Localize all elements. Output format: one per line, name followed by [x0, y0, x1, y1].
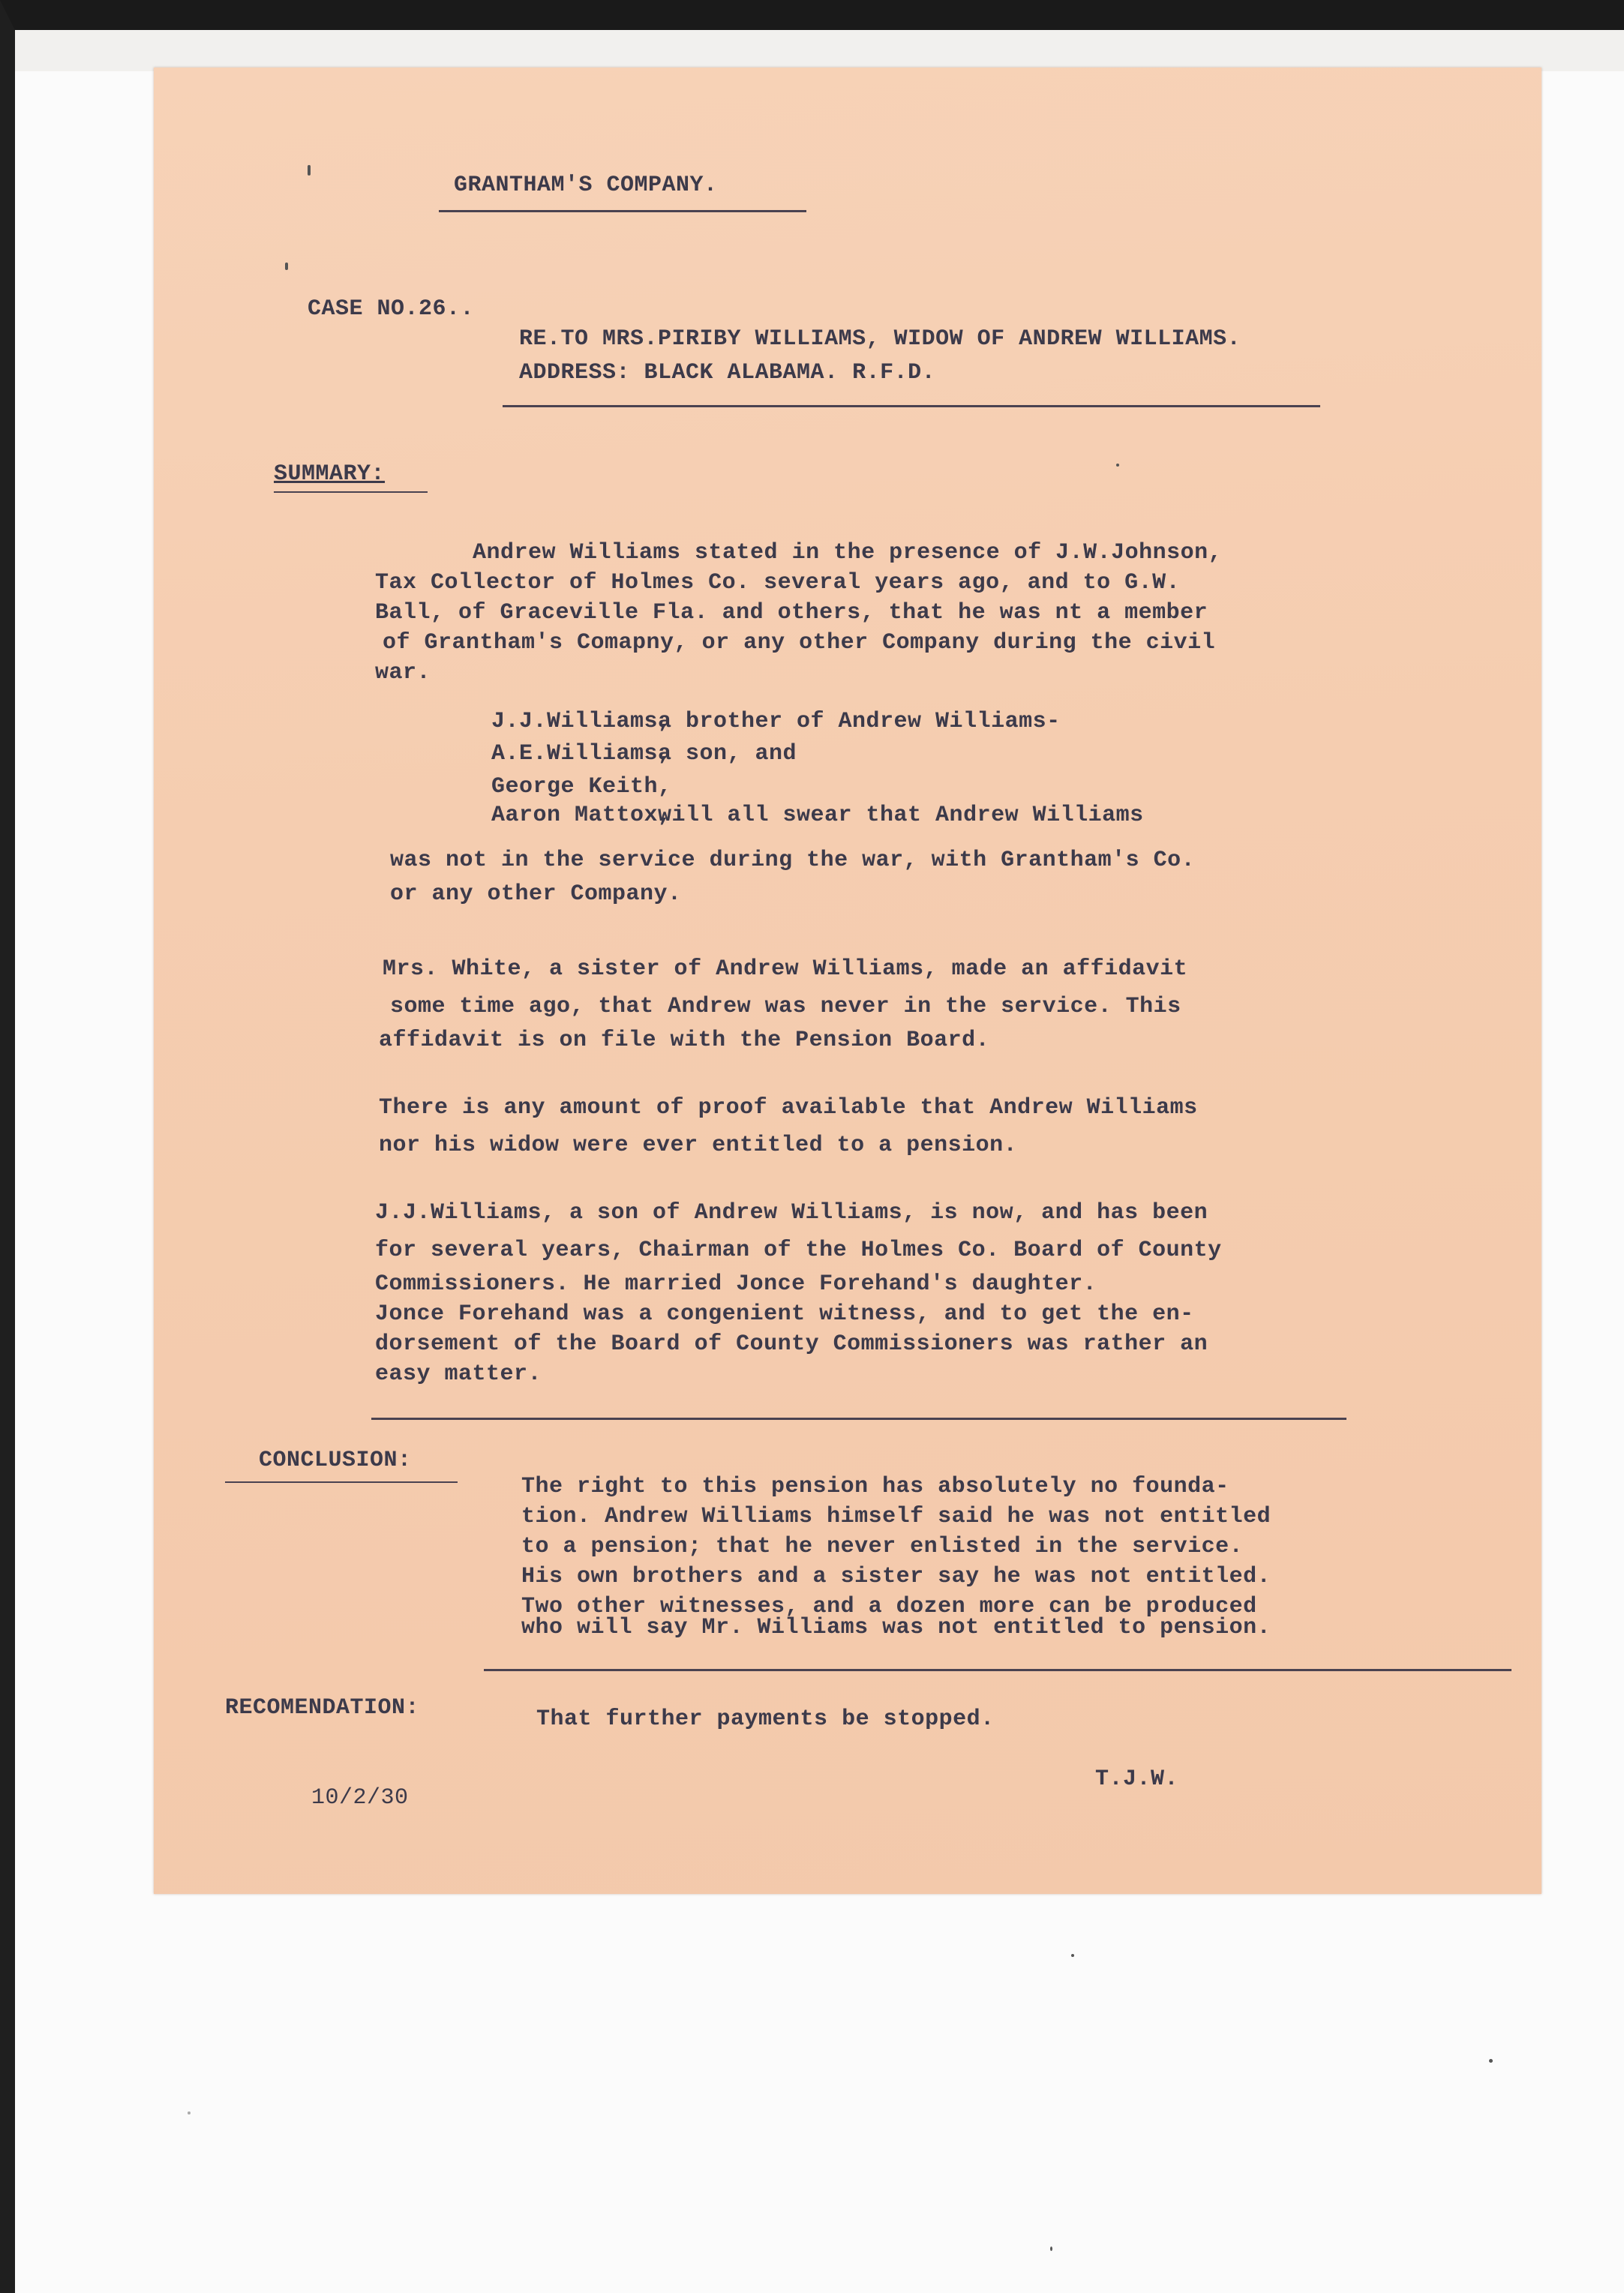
summary-label: SUMMARY: [274, 461, 386, 487]
conclusion-line: to a pension; that he never enlisted in the service. [521, 1534, 1244, 1559]
case-number: CASE NO.26.. [308, 296, 475, 322]
conclusion-line: His own brothers and a sister say he was not entitled. [521, 1564, 1271, 1589]
conclusion-line: The right to this pension has absolutely no founda- [521, 1474, 1229, 1499]
conclusion-underline [225, 1481, 458, 1483]
witness-desc: a son, and [658, 741, 797, 767]
case-underline [503, 405, 1320, 407]
document-heading: GRANTHAM'S COMPANY. [454, 173, 718, 198]
address-line: ADDRESS: BLACK ALABAMA. R.F.D. [519, 360, 936, 386]
summary-line: nor his widow were ever entitled to a pension. [379, 1133, 1018, 1158]
summary-line: There is any amount of proof available that Andrew Williams [379, 1095, 1198, 1121]
scanner-strip [15, 30, 1624, 71]
summary-line: Andrew Williams stated in the presence of J.W.Johnson, [473, 540, 1223, 566]
conclusion-line: Two other witnesses, and a dozen more can be produced [521, 1594, 1257, 1619]
speck [285, 263, 288, 270]
recommendation-label: RECOMENDATION: [225, 1695, 420, 1721]
summary-line: was not in the service during the war, with Grantham's Co. [390, 848, 1196, 873]
witness-name: Aaron Mattox, [491, 803, 672, 828]
summary-line: easy matter. [375, 1361, 542, 1387]
conclusion-line: who will say Mr. Williams was not entitled to pension. [521, 1615, 1271, 1640]
speck [1071, 1954, 1074, 1957]
summary-line: some time ago, that Andrew was never in the service. This [390, 994, 1181, 1019]
summary-line: or any other Company. [390, 881, 682, 907]
speck [1116, 464, 1119, 467]
witness-desc: a brother of Andrew Williams- [658, 709, 1061, 734]
summary-line: J.J.Williams, a son of Andrew Williams, is now, and has been [375, 1200, 1208, 1226]
summary-line: dorsement of the Board of County Commissioners was rather an [375, 1331, 1208, 1357]
conclusion-line: tion. Andrew Williams himself said he was not entitled [521, 1504, 1271, 1529]
witness-name: J.J.Williams, [491, 709, 672, 734]
summary-underline [274, 491, 428, 493]
witness-name: George Keith, [491, 774, 672, 800]
witness-desc: will all swear that Andrew Williams [658, 803, 1144, 828]
summary-line: Mrs. White, a sister of Andrew Williams, made an affidavit [383, 956, 1188, 982]
conclusion-label: CONCLUSION: [259, 1448, 412, 1473]
document-date: 10/2/30 [311, 1785, 409, 1811]
author-initials: T.J.W. [1095, 1766, 1179, 1792]
conclusion-end-rule [484, 1669, 1511, 1671]
speck [1489, 2059, 1493, 2063]
summary-line: war. [375, 660, 431, 686]
summary-line: affidavit is on file with the Pension Board. [379, 1028, 990, 1053]
summary-line: Tax Collector of Holmes Co. several years ago, and to G.W. [375, 570, 1181, 596]
witness-name: A.E.Williams, [491, 741, 672, 767]
re-line: RE.TO MRS.PIRIBY WILLIAMS, WIDOW OF ANDREW WILLIAMS. [519, 326, 1241, 352]
document-page [154, 68, 1541, 1894]
speck [308, 165, 311, 176]
speck [1050, 2246, 1052, 2251]
recommendation-text: That further payments be stopped. [536, 1706, 995, 1732]
summary-line: of Grantham's Comapny, or any other Company during the civil [383, 630, 1216, 656]
summary-line: for several years, Chairman of the Holmes Co. Board of County [375, 1238, 1222, 1263]
speck [188, 2111, 191, 2114]
summary-line: Ball, of Graceville Fla. and others, that he was nt a member [375, 600, 1208, 626]
summary-end-rule [371, 1418, 1346, 1420]
summary-line: Jonce Forehand was a congenient witness, and to get the en- [375, 1301, 1194, 1327]
summary-line: Commissioners. He married Jonce Forehand's daughter. [375, 1271, 1097, 1297]
heading-underline [439, 210, 806, 212]
